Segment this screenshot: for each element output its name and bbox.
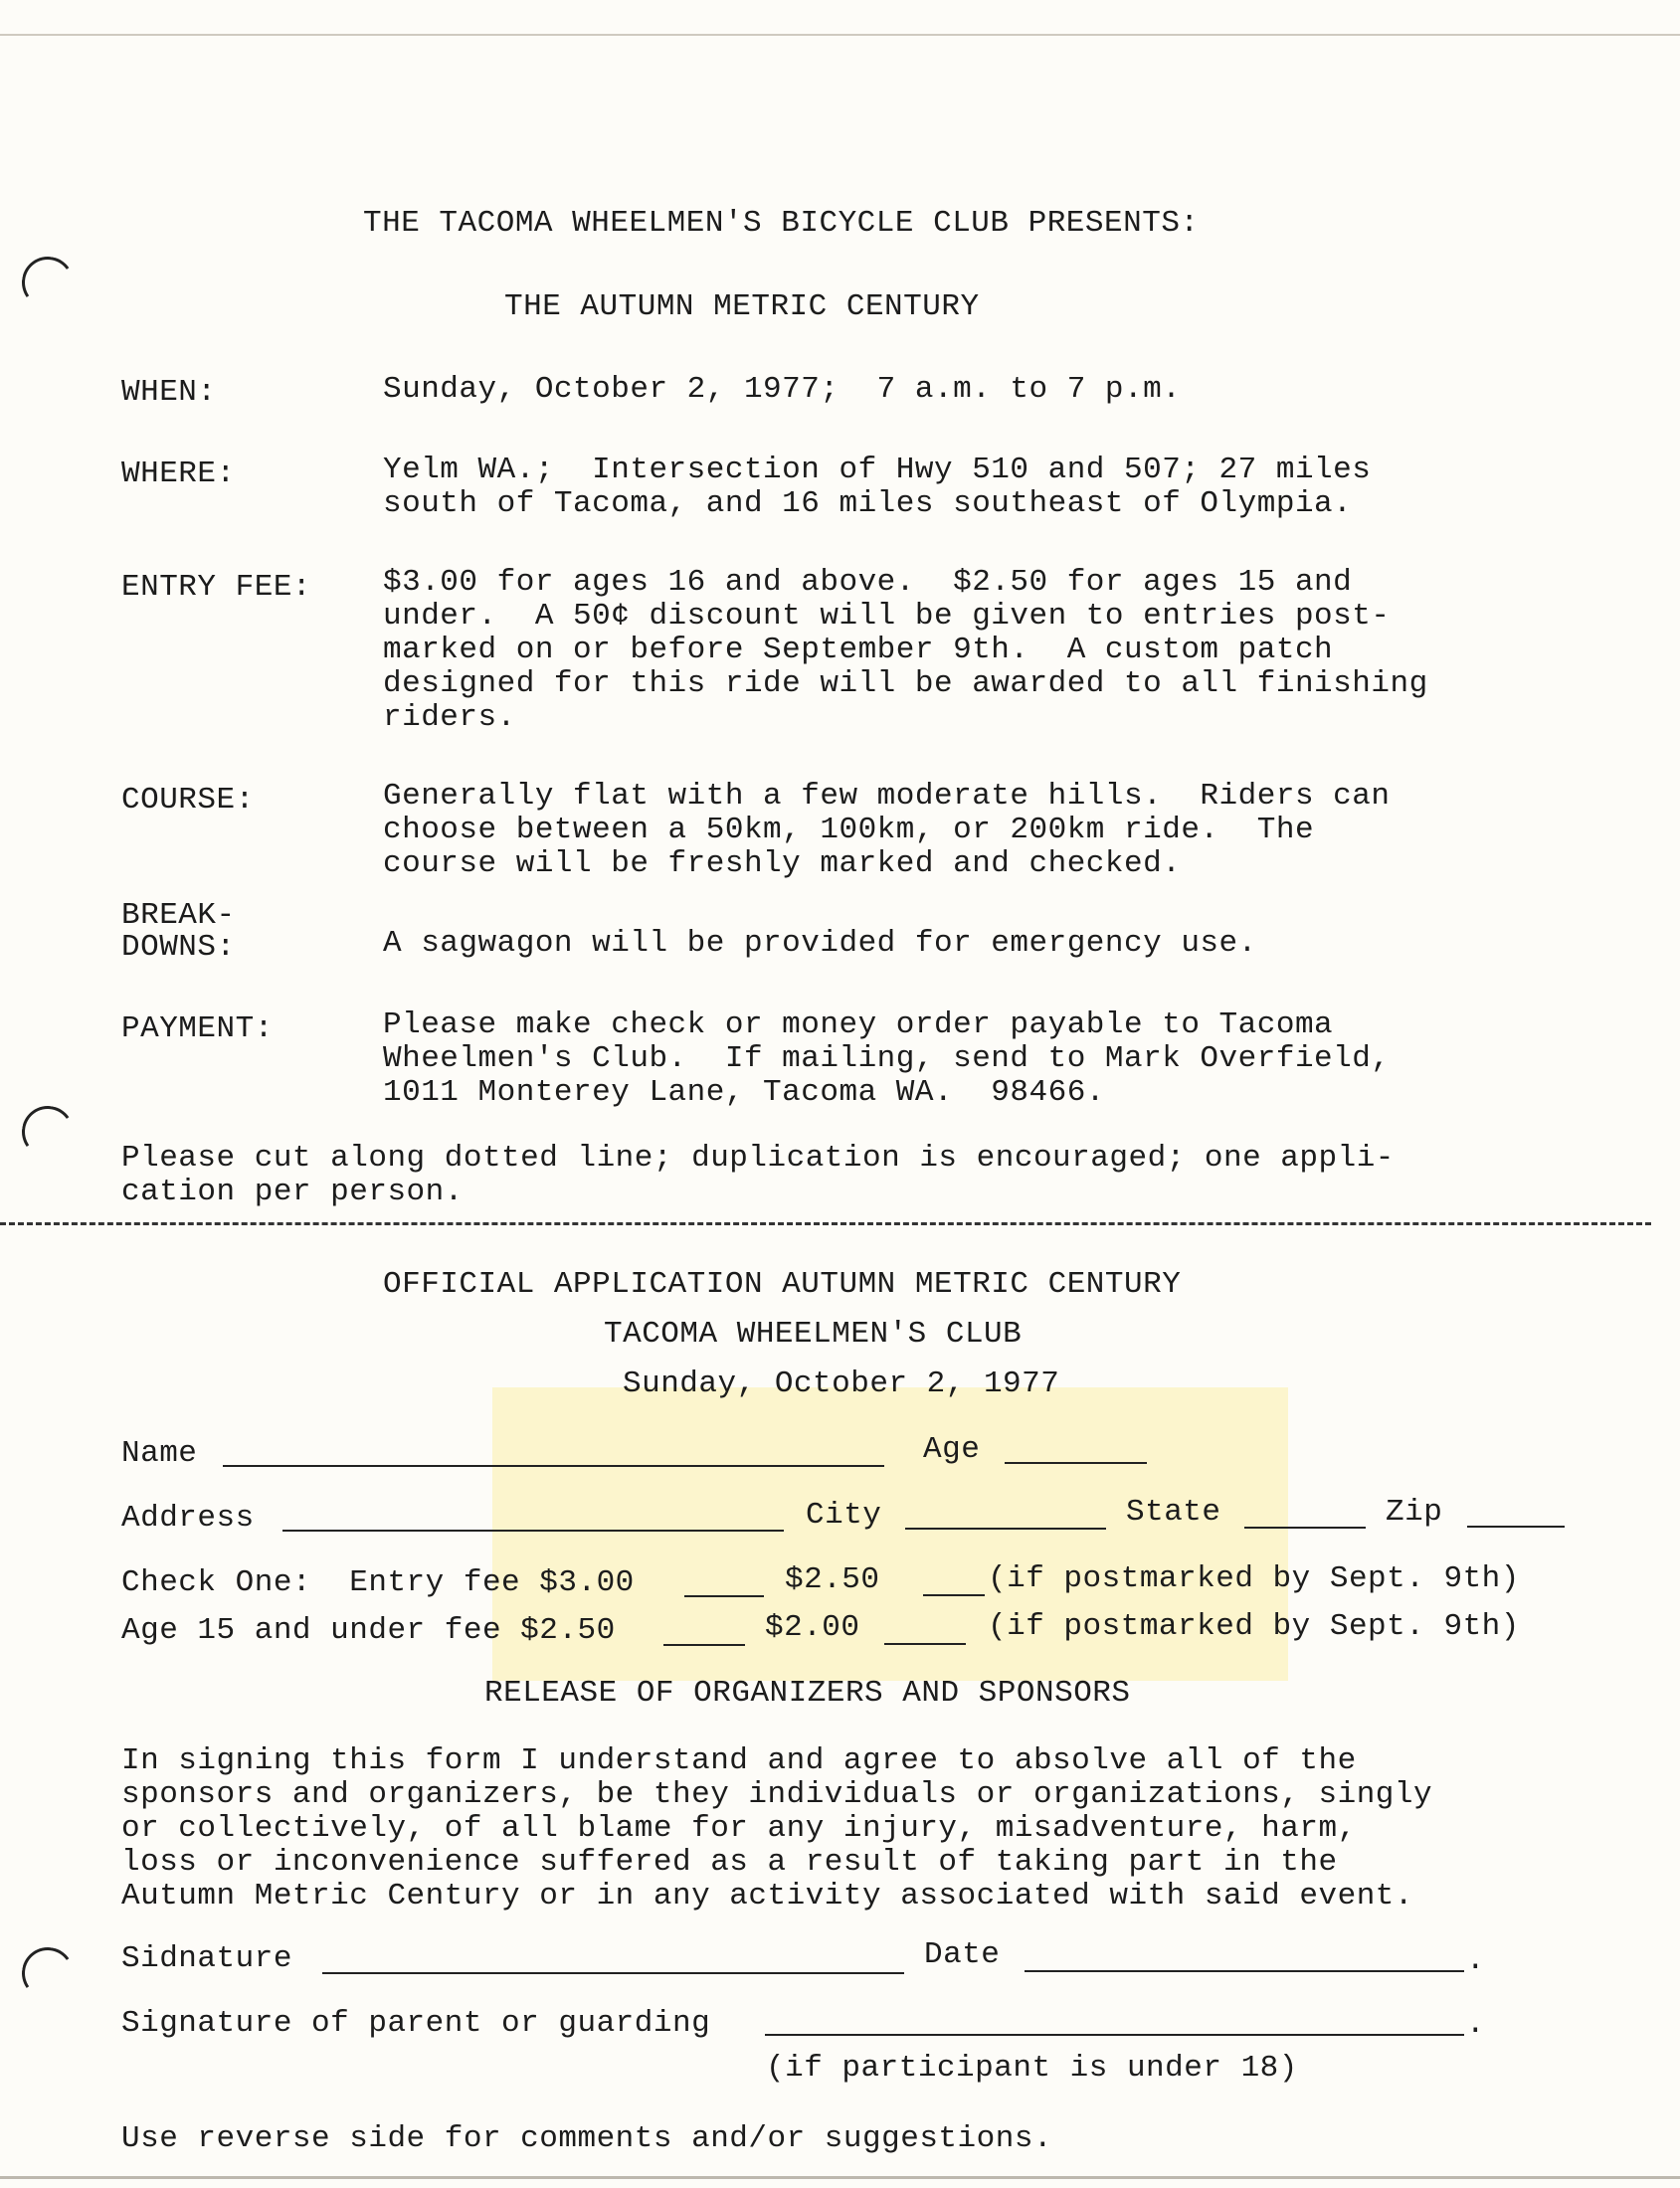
- check-under15-2-00-field[interactable]: [884, 1643, 966, 1645]
- check-fee-2-00-label: $2.00: [765, 1610, 860, 1645]
- date-field[interactable]: [1025, 1970, 1464, 1972]
- postmark-note-1: (if postmarked by Sept. 9th): [988, 1561, 1520, 1596]
- application-club: TACOMA WHEELMEN'S CLUB: [604, 1317, 1023, 1352]
- zip-label: Zip: [1386, 1495, 1443, 1530]
- course-line: choose between a 50km, 100km, or 200km ride. The: [383, 813, 1315, 847]
- age-field[interactable]: [1005, 1462, 1147, 1464]
- state-field[interactable]: [1244, 1527, 1366, 1529]
- course-value: [383, 780, 1390, 881]
- cut-note-line: cation per person.: [121, 1175, 464, 1209]
- name-label: Name: [121, 1436, 198, 1471]
- entry-fee-label: ENTRY FEE:: [121, 570, 312, 605]
- page-top-edge: [0, 34, 1680, 36]
- where-line: Yelm WA.; Intersection of Hwy 510 and 507; 27 miles: [383, 453, 1372, 487]
- signature-field[interactable]: [322, 1972, 904, 1974]
- page-bottom-edge: [0, 2176, 1680, 2179]
- city-label: City: [806, 1498, 882, 1533]
- check-one-label: Check One: Entry fee $3.00: [121, 1565, 635, 1600]
- fee-line: marked on or before September 9th. A custom patch: [383, 633, 1334, 667]
- where-label: WHERE:: [121, 456, 236, 491]
- where-value: [383, 454, 1371, 521]
- release-line: loss or inconvenience suffered as a result of taking part in the: [121, 1845, 1338, 1880]
- check-entry-fee-3-field[interactable]: [684, 1595, 764, 1597]
- application-title: OFFICIAL APPLICATION AUTUMN METRIC CENTURY: [383, 1267, 1182, 1302]
- breakdowns-value: A sagwagon will be provided for emergency use.: [383, 926, 1257, 961]
- fee-line: $3.00 for ages 16 and above. $2.50 for ages 15 and: [383, 565, 1353, 600]
- fee-line: riders.: [383, 700, 516, 735]
- check-fee-2-50-label: $2.50: [785, 1562, 880, 1597]
- application-date: Sunday, October 2, 1977: [623, 1367, 1060, 1401]
- release-line: sponsors and organizers, be they individuals or organizations, singly: [121, 1777, 1433, 1812]
- payment-label: PAYMENT:: [121, 1011, 274, 1046]
- fee-line: under. A 50¢ discount will be given to entries post-: [383, 599, 1391, 634]
- zip-field[interactable]: [1467, 1526, 1565, 1528]
- parent-signature-field[interactable]: [765, 2034, 1464, 2036]
- parent-note: (if participant is under 18): [766, 2051, 1298, 2086]
- cut-note-line: Please cut along dotted line; duplication is encouraged; one appli-: [121, 1141, 1395, 1176]
- fee-line: designed for this ride will be awarded to all finishing: [383, 666, 1428, 701]
- postmark-note-2: (if postmarked by Sept. 9th): [988, 1609, 1520, 1644]
- address-field[interactable]: [282, 1530, 784, 1532]
- address-label: Address: [121, 1501, 255, 1536]
- city-field[interactable]: [905, 1528, 1106, 1530]
- release-line: In signing this form I understand and agree to absolve all of the: [121, 1743, 1357, 1778]
- cut-dotted-line: [0, 1222, 1651, 1225]
- punch-hole-bottom: [18, 1943, 78, 2003]
- payment-line: Please make check or money order payable to Tacoma: [383, 1007, 1334, 1042]
- signature-label: Sidnature: [121, 1941, 292, 1976]
- course-line: course will be freshly marked and checked.: [383, 846, 1182, 881]
- release-title: RELEASE OF ORGANIZERS AND SPONSORS: [484, 1676, 1131, 1711]
- release-text: [121, 1744, 1432, 1914]
- course-label: COURSE:: [121, 783, 255, 818]
- release-line: Autumn Metric Century or in any activity associated with said event.: [121, 1879, 1414, 1914]
- breakdowns-label-2: DOWNS:: [121, 930, 236, 965]
- state-label: State: [1126, 1495, 1221, 1530]
- punch-hole-middle: [18, 1102, 78, 1162]
- payment-line: 1011 Monterey Lane, Tacoma WA. 98466.: [383, 1075, 1105, 1110]
- reverse-note: Use reverse side for comments and/or suggestions.: [121, 2121, 1053, 2156]
- parent-period: .: [1466, 2007, 1486, 2042]
- course-line: Generally flat with a few moderate hills. Riders can: [383, 779, 1391, 814]
- date-label: Date: [924, 1937, 1001, 1972]
- name-field[interactable]: [223, 1465, 884, 1467]
- date-period: .: [1466, 1943, 1486, 1978]
- breakdowns-label-1: BREAK-: [121, 898, 236, 933]
- under15-label: Age 15 and under fee $2.50: [121, 1613, 616, 1648]
- age-label: Age: [923, 1432, 981, 1467]
- where-line: south of Tacoma, and 16 miles southeast of Olympia.: [383, 486, 1353, 521]
- event-title: THE AUTUMN METRIC CENTURY: [504, 289, 980, 324]
- presents-heading: THE TACOMA WHEELMEN'S BICYCLE CLUB PRESENTS:: [363, 206, 1200, 241]
- check-entry-fee-2-50-field[interactable]: [923, 1594, 985, 1596]
- payment-value: [383, 1008, 1390, 1110]
- when-value: Sunday, October 2, 1977; 7 a.m. to 7 p.m.: [383, 372, 1182, 407]
- payment-line: Wheelmen's Club. If mailing, send to Mark Overfield,: [383, 1041, 1391, 1076]
- parent-signature-label: Signature of parent or guarding: [121, 2006, 711, 2041]
- entry-fee-value: [383, 566, 1428, 735]
- check-under15-2-50-field[interactable]: [663, 1644, 745, 1646]
- cut-note: [121, 1142, 1395, 1209]
- release-line: or collectively, of all blame for any injury, misadventure, harm,: [121, 1811, 1357, 1846]
- punch-hole-top: [18, 253, 78, 312]
- when-label: WHEN:: [121, 375, 217, 410]
